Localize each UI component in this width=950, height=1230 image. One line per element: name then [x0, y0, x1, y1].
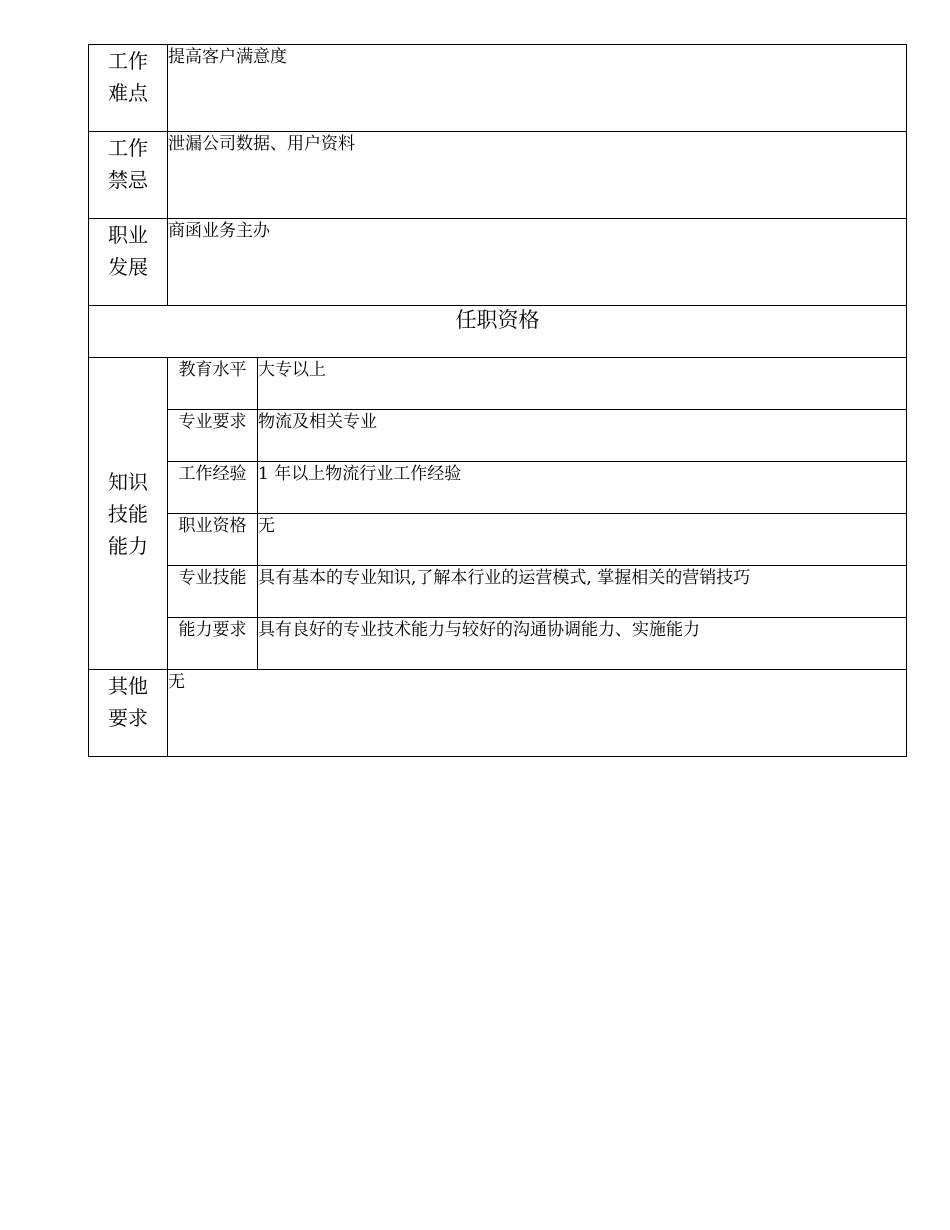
value-work-taboo: 泄漏公司数据、用户资料	[168, 132, 907, 219]
value-other-requirements: 无	[168, 670, 907, 757]
qualification-value: 具有良好的专业技术能力与较好的沟通协调能力、实施能力	[258, 618, 907, 670]
qualification-value: 具有基本的专业知识,了解本行业的运营模式, 掌握相关的营销技巧	[258, 566, 907, 618]
qualification-label: 专业要求	[168, 410, 258, 462]
row-other-requirements	[89, 670, 907, 757]
value-career-development: 商函业务主办	[168, 219, 907, 306]
value-work-difficulty: 提高客户满意度	[168, 45, 907, 132]
qualification-row	[89, 566, 907, 618]
label-knowledge-skills-ability: 知识 技能 能力	[89, 358, 168, 670]
qualification-row	[89, 410, 907, 462]
qualification-value: 大专以上	[258, 358, 907, 410]
section-title: 任职资格	[89, 306, 907, 358]
qualification-label: 能力要求	[168, 618, 258, 670]
qualification-row	[89, 618, 907, 670]
qualification-label: 职业资格	[168, 514, 258, 566]
row-work-difficulty	[89, 45, 907, 132]
job-description-table	[88, 44, 907, 757]
row-work-taboo	[89, 132, 907, 219]
row-section-header	[89, 306, 907, 358]
qualification-label: 专业技能	[168, 566, 258, 618]
qualification-row	[89, 358, 907, 410]
label-work-difficulty: 工作 难点	[89, 45, 168, 132]
qualification-label: 教育水平	[168, 358, 258, 410]
qualification-label: 工作经验	[168, 462, 258, 514]
qualification-value: 1 年以上物流行业工作经验	[258, 462, 907, 514]
label-work-taboo: 工作 禁忌	[89, 132, 168, 219]
row-career-development	[89, 219, 907, 306]
label-other-requirements: 其他 要求	[89, 670, 168, 757]
qualification-value: 无	[258, 514, 907, 566]
qualification-row	[89, 462, 907, 514]
qualification-value: 物流及相关专业	[258, 410, 907, 462]
label-career-development: 职业 发展	[89, 219, 168, 306]
qualification-row	[89, 514, 907, 566]
